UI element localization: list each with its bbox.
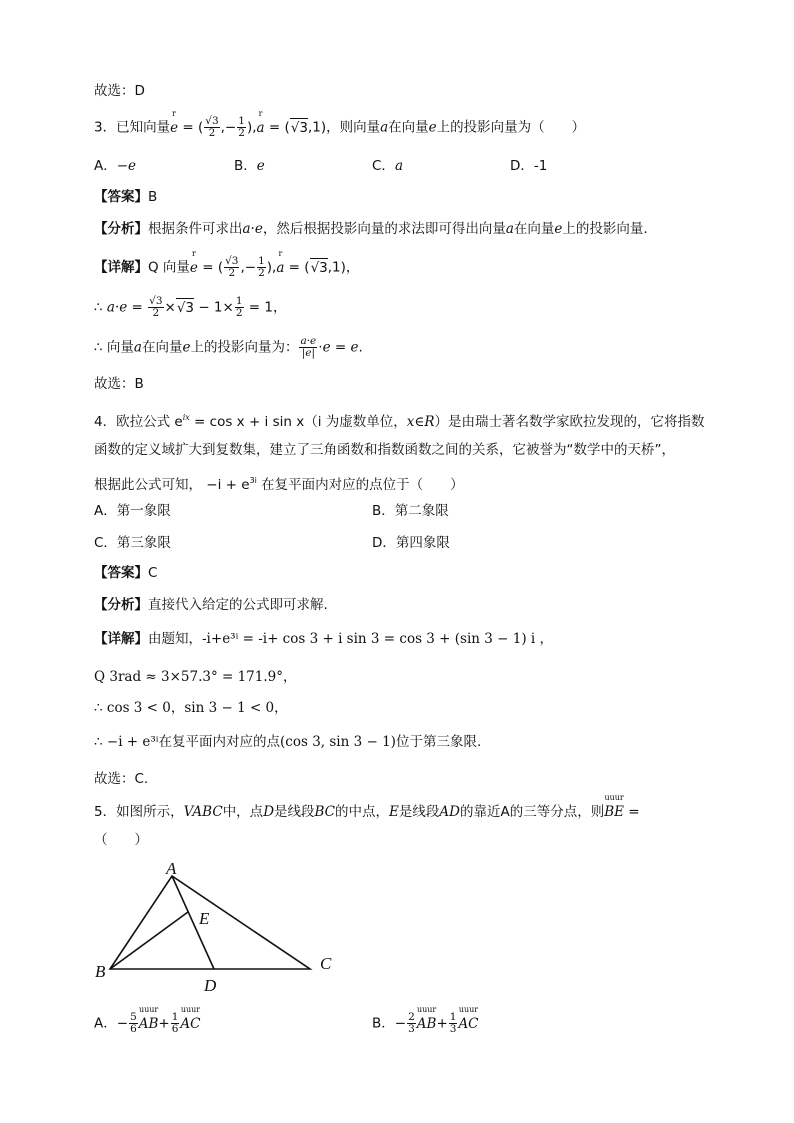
question-3: 3．已知向量e r = ( $\frac{√3}{2}$ ,− $\frac{1}{2}$ ),a r = (√3,1)，则向量a在向量e上的投影向量为（ ） — [94, 108, 586, 139]
option-b: B．e — [234, 158, 265, 174]
analysis: 【分析】根据条件可求出a·e，然后根据投影向量的求法即可得出向量a在向量e上的投影向量. — [94, 221, 648, 237]
option-c: C．第三象限 — [94, 535, 171, 551]
analysis: 【分析】直接代入给定的公式即可求解. — [94, 597, 328, 613]
triangle-figure — [92, 858, 352, 998]
label-d: D — [204, 976, 217, 995]
detail-conclusion: ∴ −i + e³ⁱ在复平面内对应的点(cos 3, sin 3 − 1)位于第三象限. — [94, 734, 482, 750]
option-b: B．第二象限 — [372, 503, 449, 519]
detail: 【详解】Q 向量e r = ( $\frac{√3}{2}$ ,− $\frac{1}{2}$ ),a r = (√3,1)， — [94, 248, 360, 279]
answer: 【答案】B — [94, 189, 158, 205]
option-d: D．第四象限 — [372, 535, 450, 551]
answer: 【答案】C — [94, 565, 158, 581]
question-4-line2: 函数的定义域扩大到复数集，建立了三角函数和指数函数之间的关系，它被誉为“数学中的天桥”， — [94, 442, 675, 458]
option-a: A．−e — [94, 158, 137, 174]
choose: 故选：C. — [94, 771, 149, 787]
label-a: A — [166, 859, 177, 878]
question-4-line1: 4．欧拉公式 $e^{ix} = \cos x + i$ sin x（i 为虚数单位，x∈R）是由瑞士著名数学家欧拉发现的，它将指数 — [94, 413, 705, 430]
question-5-paren: （ ） — [94, 832, 148, 848]
label-e: E — [199, 909, 210, 928]
detail-rad: Q 3rad ≈ 3×57.3° = 171.9°， — [94, 669, 297, 685]
option-a: A．− $\frac{5}{6}$ AB uuur + $\frac{1}{6}$ AC uuur — [94, 1004, 201, 1035]
question-5: 5．如图所示，VABC中，点D是线段BC的中点，E是线段AD的靠近A的三等分点，则BE uuur = — [94, 793, 640, 820]
detail-dot: ∴ a·e = $\frac{√3}{2}$ ×√3 − 1× $\frac{1}{2}$ = 1， — [94, 295, 287, 319]
option-d: D．-1 — [510, 158, 548, 174]
option-b: B．− $\frac{2}{3}$ AB uuur + $\frac{1}{3}$ AC uuur — [372, 1004, 479, 1035]
detail-projection: ∴ 向量a在向量e上的投影向量为： $\frac{a\cdot e}{|e|}$ ·e = e. — [94, 335, 363, 359]
text-line: 故选：D — [94, 83, 145, 99]
question-4-line3: 根据此公式可知， $-i + e^{3i}$ 在复平面内对应的点位于（ ） — [94, 476, 464, 493]
detail: 【详解】由题知，-i+e³ⁱ = -i+ cos 3 + i sin 3 = cos 3 + (sin 3 − 1) i ， — [94, 631, 554, 647]
detail-ineq: ∴ cos 3 < 0，sin 3 − 1 < 0， — [94, 700, 288, 716]
option-a: A．第一象限 — [94, 503, 171, 519]
option-c: C．a — [372, 158, 403, 174]
choose: 故选：B — [94, 376, 144, 392]
label-c: C — [320, 954, 332, 973]
label-b: B — [95, 962, 106, 981]
